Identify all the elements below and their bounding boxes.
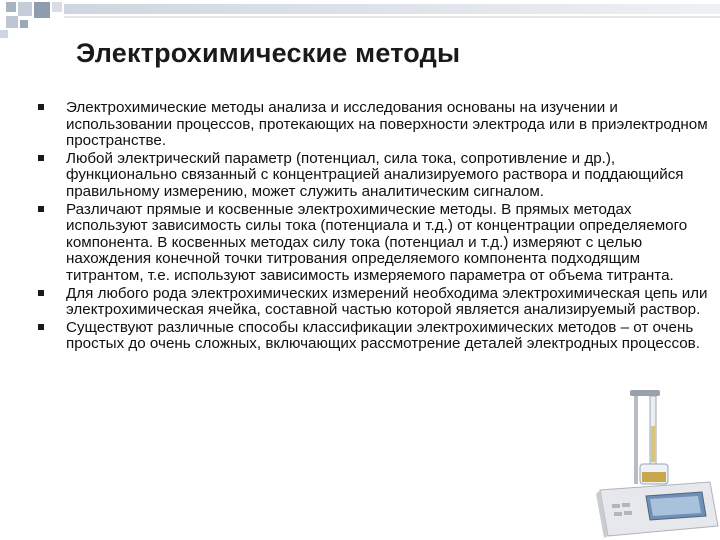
- bullet-text: Для любого рода электрохимических измерений необходима электрохимическая цепь или электрохимическая ячейка, составной частью которой является анализируемый раствор.: [66, 284, 708, 319]
- square-bullet-icon: [38, 206, 44, 212]
- titrator-device-image: [590, 386, 720, 540]
- bullet-item: [36, 286, 712, 319]
- bullet-text: Различают прямые и косвенные электрохимические методы. В прямых методах используют зависимость силы тока (потенциала и т.д.) от концентрации определяемого компонента. В косвенных методах силу тока (потенциал и т.д.) измеряют с целью нахождения конечной точки титрования определяемого компонента подходящим титрантом, т.е. используют зависимость измеряемого параметра от объема титранта.: [66, 200, 688, 284]
- bullet-list: [36, 100, 712, 354]
- bullet-item: [36, 202, 712, 285]
- slide-title: Электрохимические методы: [76, 38, 461, 68]
- square-bullet-icon: [38, 290, 44, 296]
- bullet-text: Электрохимические методы анализа и исследования основаны на изучении и использовании процессов, протекающих на поверхности электрода или в приэлектродном пространстве.: [66, 99, 708, 150]
- bullet-item: [36, 151, 712, 201]
- header-decoration: [0, 0, 720, 40]
- bullet-item: [36, 320, 712, 353]
- square-bullet-icon: [38, 324, 44, 330]
- square-bullet-icon: [38, 104, 44, 110]
- bullet-text: Существуют различные способы классификации электрохимических методов – от очень простых до очень сложных, включающих рассмотрение деталей электродных процессов.: [66, 318, 700, 353]
- bullet-item: [36, 100, 712, 150]
- square-bullet-icon: [38, 155, 44, 161]
- bullet-text: Любой электрический параметр (потенциал, сила тока, сопротивление и др.), функционально связанный с концентрацией анализируемого раствора и поддающийся правильному измерению, может служить аналитическим сигналом.: [66, 149, 684, 200]
